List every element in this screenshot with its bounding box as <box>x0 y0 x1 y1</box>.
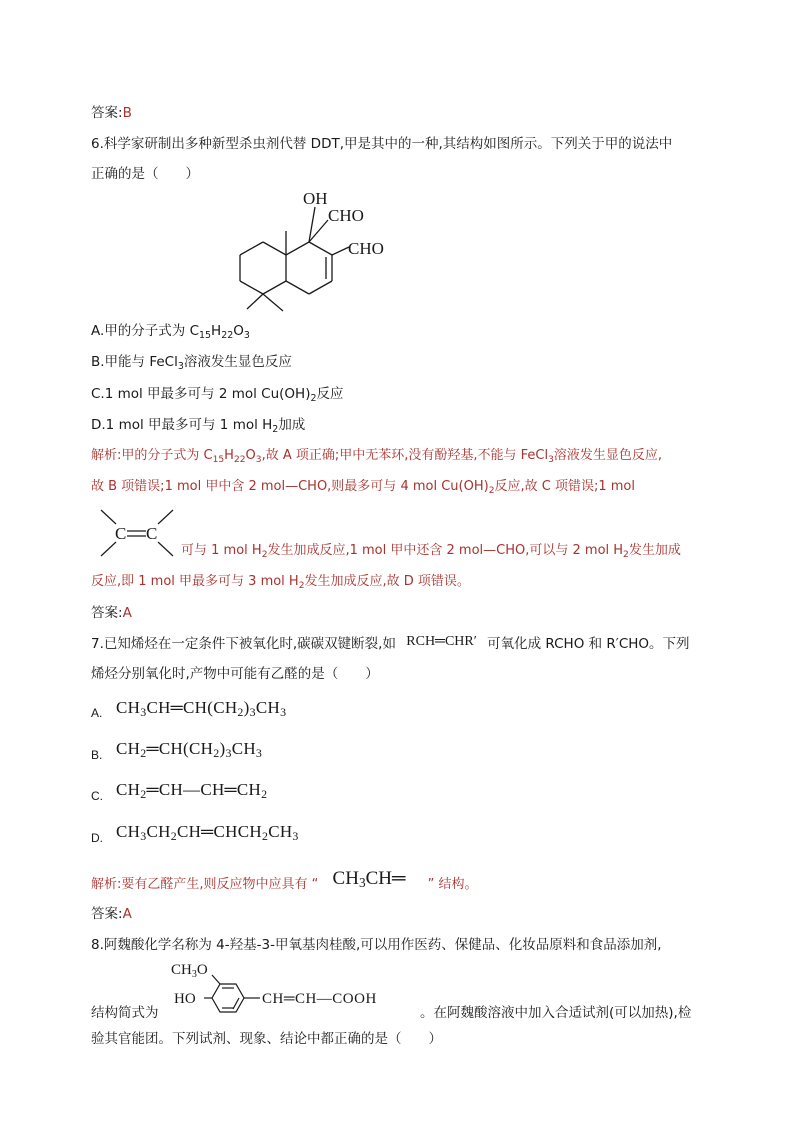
q7-example-formula: RCH═CHR′ <box>406 634 477 649</box>
q7-stem-line2: 烯烃分别氧化时,产物中可能有乙醛的是（ ） <box>91 666 379 682</box>
oh-label: OH <box>303 189 328 208</box>
q6-answer-line: 答案:A <box>91 605 132 621</box>
q6-stem-line1: 6.科学家研制出多种新型杀虫剂代替 DDT,甲是其中的一种,其结构如图所示。下列关于甲的说法中 <box>91 136 673 152</box>
q6-option-d: D.1 mol 甲最多可与 1 mol $H_2$加成 <box>91 417 306 435</box>
q8-stem-line1: 8.阿魏酸化学名称为 4-羟基-3-甲氧基肉桂酸,可以用作医药、保健品、化妆品原料和食品添加剂, <box>91 937 662 953</box>
svg-text:CH═CH—COOH: CH═CH—COOH <box>262 991 377 1007</box>
q5-answer-line <box>91 103 132 123</box>
cc-double-bond-diagram <box>98 507 176 559</box>
cho-mid-label: CHO <box>348 239 384 258</box>
q7-option-c-formula: $CH_2═CH—CH═CH_2$ <box>116 780 268 801</box>
q6-analysis-line1: 解析:甲的分子式为 $C_{15}H_{22}O_3$,故 A 项正确;甲中无苯环,没有酚羟基,不能与 FeCl$_3$溶液发生显色反应, <box>91 448 663 465</box>
q7-answer-line: 答案:A <box>91 906 132 922</box>
answer-label: 答案: <box>91 105 123 121</box>
q6-option-c: C.1 mol 甲最多可与 2 mol $Cu(OH)_2$反应 <box>91 386 344 404</box>
q8-stem-line2-rest: 。在阿魏酸溶液中加入合适试剂(可以加热),检 <box>420 1005 692 1021</box>
svg-text:HO: HO <box>174 991 196 1007</box>
q7-analysis-formula: $CH_3CH═$ <box>332 868 406 890</box>
q8-stem-label: 结构简式为 <box>91 1005 159 1021</box>
q6-analysis-line4: 反应,即 1 mol 甲最多可与 3 mol $H_2$发生加成反应,故 D 项错误。 <box>91 574 470 591</box>
q6-analysis-line2: 故 B 项错误;1 mol 甲中含 2 mol—CHO,则最多可与 4 mol $Cu(OH)_2$反应,故 C 项错误;1 mol <box>91 479 635 496</box>
q6-molecule-structure <box>225 183 415 318</box>
q7-analysis-line: 解析:要有乙醛产生,则反应物中应具有 “ $CH_3CH═$ ” 结构。 <box>91 868 478 892</box>
svg-text:CH3O: $CH_3O$ <box>171 962 208 980</box>
cc-right-c: C <box>146 524 158 543</box>
q7-option-a-formula: $CH_3CH═CH(CH_2)_3CH_3$ <box>116 698 287 719</box>
q7-option-b-formula: $CH_2═CH(CH_2)_3CH_3$ <box>116 739 263 760</box>
q7-stem-line1: 7.已知烯烃在一定条件下被氧化时,碳碳双键断裂,如 RCH═CHR′ 可氧化成 RCHO 和 R′CHO。下列 <box>91 634 690 652</box>
q7-option-b-letter: B. <box>91 748 103 762</box>
q6-option-b: B.甲能与 FeCl$_3$溶液发生显色反应 <box>91 354 292 372</box>
q7-option-d-letter: D. <box>91 831 103 845</box>
q8-ferulic-acid-structure <box>168 958 418 1024</box>
q6-option-a: A.甲的分子式为 $C_{15}H_{22}O_3$ <box>91 323 250 341</box>
q6-stem-line2: 正确的是（ ） <box>91 166 199 182</box>
q7-option-d-formula: $CH_3CH_2CH═CHCH_2CH_3$ <box>116 822 299 843</box>
q7-option-a-letter: A. <box>91 706 103 720</box>
q8-stem-line3: 验其官能团。下列试剂、现象、结论中都正确的是（ ） <box>91 1031 442 1047</box>
cc-left-c: C <box>115 524 127 543</box>
cho-top-label: CHO <box>328 206 364 225</box>
q7-option-c-letter: C. <box>91 789 103 803</box>
q6-analysis-line3: 可与 1 mol $H_2$发生加成反应,1 mol 甲中还含 2 mol—CHO,可以与 2 mol $H_2$发生加成 <box>181 543 681 560</box>
answer-value: B <box>122 105 132 121</box>
